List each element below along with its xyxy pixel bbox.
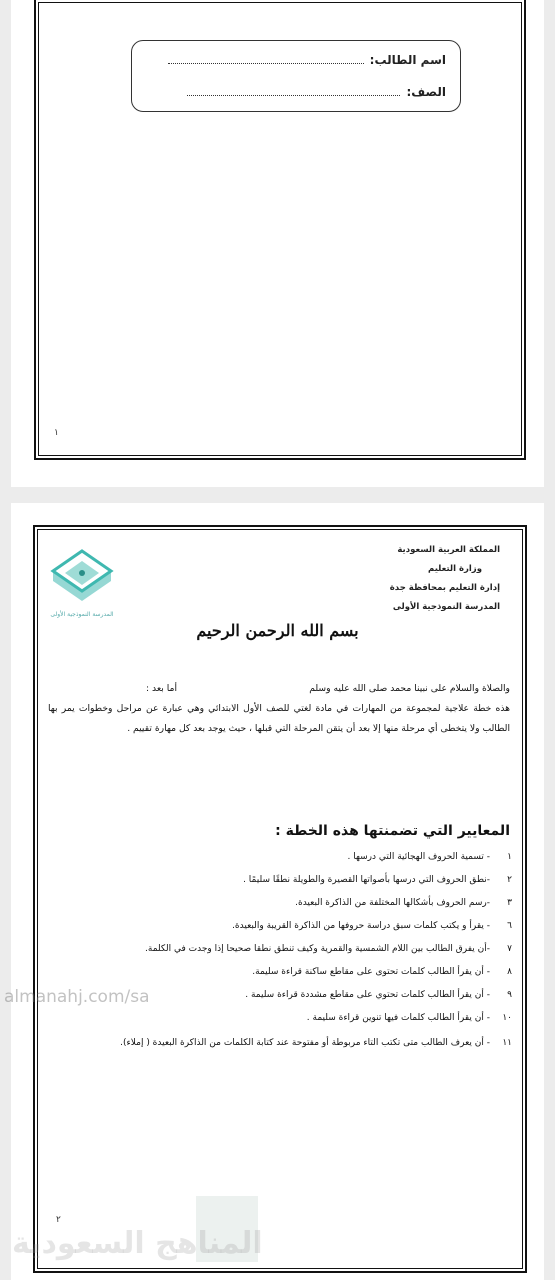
watermark-name: المناهج السعودية <box>12 1226 263 1261</box>
official-header <box>390 541 500 617</box>
document-page-2 <box>11 503 544 1280</box>
intro-paragraph <box>48 679 510 739</box>
kingdom-text: المملكة العربية السعودية <box>397 545 500 555</box>
student-name-field[interactable] <box>168 55 364 64</box>
intro-greeting: والصلاة والسلام على نبينا محمد صلى الله عليه وسلم <box>309 683 510 694</box>
intro-first-line <box>48 679 510 699</box>
criteria-item: ٧-أن يفرق الطالب بين اللام الشمسية والقمرية وكيف تنطق نطقا صحيحا إذا وجدت في الكلمة. <box>145 944 512 954</box>
logo-caption: المدرسة النموذجية الأولى <box>50 611 114 618</box>
criteria-item: ٩- أن يقرأ الطالب كلمات تحتوي على مقاطع مشددة قراءة سليمة . <box>245 990 512 1000</box>
student-name-row <box>168 53 446 67</box>
school-logo-icon <box>47 547 117 617</box>
criteria-item: ١١- أن يعرف الطالب متى تكتب التاء مربوطة أو مفتوحة عند كتابة الكلمات من الذاكرة البعيدة ( إملاء). <box>120 1038 512 1048</box>
student-name-label: اسم الطالب: <box>369 53 446 67</box>
watermark-url: almanahj.com/sa <box>4 987 150 1007</box>
school-text: المدرسة النموذجية الأولى <box>392 602 500 612</box>
criteria-title: المعايير التي تضمنتها هذه الخطة : <box>275 823 510 839</box>
class-field[interactable] <box>187 87 400 96</box>
criteria-item: ٣-رسم الحروف بأشكالها المختلفة من الذاكرة البعيدة. <box>295 898 512 908</box>
administration-text: إدارة التعليم بمحافظة جدة <box>389 583 500 593</box>
criteria-item: ٦- يقرأ و يكتب كلمات سبق دراسة حروفها من الذاكرة القريبة والبعيدة. <box>232 921 512 931</box>
ministry-text: وزارة التعليم <box>428 564 482 574</box>
class-label: الصف: <box>406 85 446 99</box>
criteria-item: ١٠- أن يقرأ الطالب كلمات فيها تنوين قراءة سليمة . <box>306 1013 512 1023</box>
student-info-box <box>131 40 461 112</box>
criteria-list <box>48 849 512 1054</box>
page-number: ١ <box>54 428 59 438</box>
criteria-item: ١- تسمية الحروف الهجائية التي درسها . <box>347 852 512 862</box>
page-number: ٢ <box>56 1215 61 1225</box>
criteria-item: ٨- أن يقرأ الطالب كلمات تحتوى على مقاطع ساكنة قراءة سليمة. <box>252 967 512 977</box>
criteria-item: ٢-نطق الحروف التي درسها بأصواتها القصيرة والطويلة نطقًا سليمًا . <box>243 875 512 885</box>
intro-body: هذه خطة علاجية لمجموعة من المهارات في مادة لغتي للصف الأول الابتدائي وهي عبارة عن مراحل وخطوات يمر بها الطالب ولا يتخطى أي مرحلة منها إلا بعد أن يتقن المرحلة التي قبلها ، حيث يوجد بعد كل مهارة تقييم . <box>48 703 510 734</box>
document-page-1 <box>11 0 544 487</box>
class-row <box>187 85 446 99</box>
basmala-heading: بسم الله الرحمن الرحيم <box>196 621 359 640</box>
intro-after: أما بعد : <box>146 683 178 694</box>
